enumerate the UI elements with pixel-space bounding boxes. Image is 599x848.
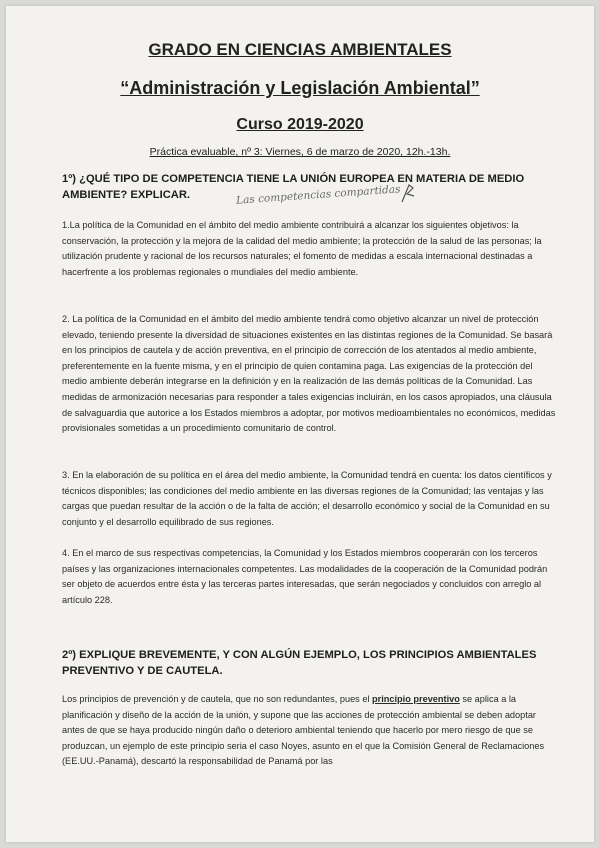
question-1-title-line2: AMBIENTE? EXPLICAR. <box>62 189 191 201</box>
question-2-title-line2: PREVENTIVO Y DE CAUTELA. <box>62 665 223 677</box>
academic-year: Curso 2019-2020 <box>236 116 364 133</box>
handwritten-note: Las competencias compartidas <box>235 183 401 207</box>
document-page <box>6 6 594 842</box>
question-2-title <box>62 647 552 679</box>
answer-text-start: Los principios de prevención y de cautela, que no son redundantes, pues el <box>62 694 373 704</box>
question-2-title-line1: 2º) EXPLIQUE BREVEMENTE, Y CON ALGÚN EJEMPLO, LOS PRINCIPIOS AMBIENTALES <box>62 649 537 661</box>
course-title: “Administración y Legislación Ambiental” <box>120 78 480 98</box>
answer-text-end: se aplica a la planificación y diseño de la acción de la unión, y supone que las acciones de protección ambiental se deben adoptar antes de que se haya producido ningún daño o deterioro ambiental teniendo que hacerlo por mero riesgo de que se produzcan, un ejemplo de este principio seria el caso Noyes, asunto en el que la Comisión General de Reclamaciones (EE.UU.-Panamá), descartó la responsabilidad de Panamá por las <box>62 694 545 767</box>
pen-mark-icon <box>399 182 419 206</box>
question-1-paragraph-1: 1.La política de la Comunidad en el ámbito del medio ambiente contribuirá a alcanzar los siguientes objetivos: la conservación, la protección y la mejora de la calidad del medio ambiente; la protección de la salud de las personas; la utilización prudente y racional de los recursos naturales; el fomento de medidas a escala internacional destinadas a hacerfrente a los problemas regionales o mundiales del medio ambiente. <box>62 220 542 277</box>
answer-highlight: principio preventivo <box>372 694 460 704</box>
question-1-paragraph-2: 2. La política de la Comunidad en el ámbito del medio ambiente tendrá como objetivo alcanzar un nivel de protección elevado, teniendo presente la diversidad de situaciones existentes en las distintas regiones de la Comunidad. Se basará en los principios de cautela y de acción preventiva, en el principio de corrección de los atentados al medio ambiente, preferentemente en la fuente misma, y en el principio de quien contamina paga. Las exigencias de la protección del medio ambiente deberán integrarse en la definición y en la realización de las demás políticas de la Comunidad. Las medidas de armonización necesarias para responder a tales exigencias incluirán, en los casos apropiados, una cláusula de salvaguardia que autorice a los Estados miembros a adoptar, por motivos medioambientales no económicos, medidas provisionales sometidas a un procedimiento comunitario de control. <box>62 314 556 434</box>
question-1-paragraph-3: 3. En la elaboración de su política en el área del medio ambiente, la Comunidad tendrá en cuenta: los datos científicos y técnicos disponibles; las condiciones del medio ambiente en las diversas regiones de la Comunidad; las ventajas y las cargas que puedan resultar de la acción o de la falta de acción; el desarrollo económico y social de la Comunidad en su conjunto y el desarrollo equilibrado de sus regiones. <box>62 470 552 527</box>
question-1-paragraph-4: 4. En el marco de sus respectivas competencias, la Comunidad y los Estados miembros cooperarán con los terceros países y las organizaciones internacionales competentes. Las modalidades de la cooperación de la Comunidad podrán ser objeto de acuerdos entre ésta y las terceras partes interesadas, que serán negociados y concluidos con arreglo al artículo 228. <box>62 548 548 605</box>
question-1-title-line1: 1º) ¿QUÉ TIPO DE COMPETENCIA TIENE LA UNIÓN EUROPEA EN MATERIA DE MEDIO <box>62 173 525 185</box>
degree-title: GRADO EN CIENCIAS AMBIENTALES <box>148 40 452 59</box>
question-2-answer <box>62 692 556 770</box>
practice-info: Práctica evaluable, nº 3: Viernes, 6 de marzo de 2020, 12h.-13h. <box>149 146 451 158</box>
